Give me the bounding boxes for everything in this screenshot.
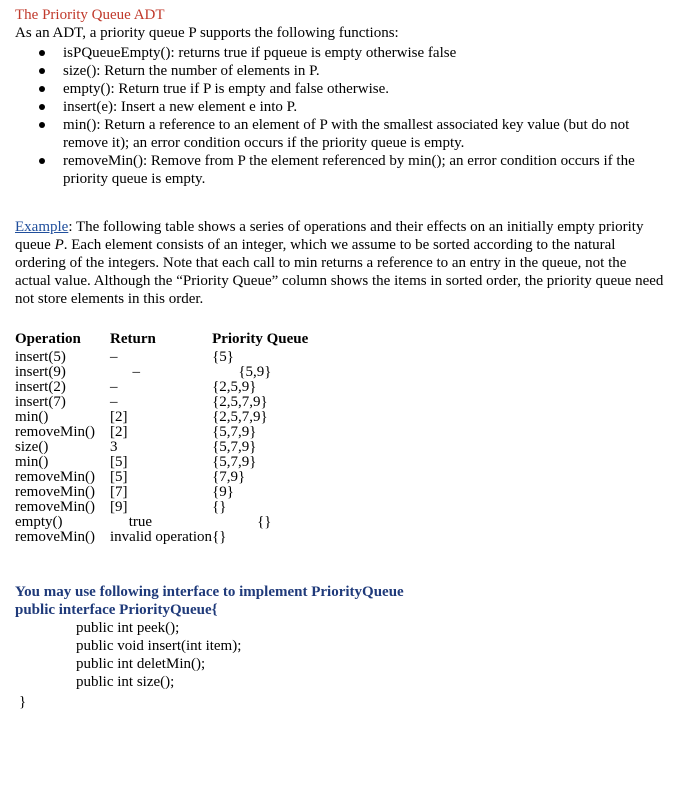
example-paragraph [15,218,665,308]
table-row [15,515,412,530]
table-row [15,380,412,395]
table-body [15,350,412,545]
table-row [15,440,412,455]
table-header-row [15,332,412,350]
cell-operation: removeMin() [15,529,95,545]
cell-operation: insert(2) [15,379,66,395]
cell-priority-queue: {} [212,499,227,515]
cell-operation: insert(5) [15,349,66,365]
cell-operation: removeMin() [15,424,95,440]
table-row [15,395,412,410]
interface-closing-brace: } [19,694,27,710]
cell-operation: insert(9) [15,364,66,380]
table-row [15,425,412,440]
cell-return: 3 [110,439,118,455]
method-insert: public void insert(int item); [76,638,242,654]
cell-priority-queue: {5,7,9} [212,439,257,455]
example-text-italic: P [54,237,64,253]
intro-text: As an ADT, a priority queue P supports the following functions: [15,25,399,41]
header-priority-queue: Priority Queue [212,331,309,347]
cell-priority-queue: {5,7,9} [212,424,257,440]
table-row [15,410,412,425]
cell-operation: min() [15,409,49,425]
header-operation: Operation [15,331,81,347]
operations-table [15,332,412,545]
table-row [15,500,412,515]
cell-operation: removeMin() [15,499,95,515]
interface-declaration: public interface PriorityQueue{ [15,602,218,618]
cell-priority-queue: {} [212,529,227,545]
cell-return: – [110,394,118,410]
cell-return: – [110,349,118,365]
document-page [15,6,665,711]
header-return: Return [110,331,156,347]
function-item-size: size(): Return the number of elements in P. [15,62,665,80]
cell-return: – [110,379,118,395]
cell-return: [2] [110,424,128,440]
example-text-a: : The following table shows a series of operations and their effects on an initially empty priority queue [15,219,644,253]
cell-return: [5] [110,454,128,470]
table-row [15,470,412,485]
cell-operation: size() [15,439,49,455]
cell-priority-queue: {2,5,9} [212,379,257,395]
cell-return: – [110,364,140,380]
cell-priority-queue: {5,7,9} [212,454,257,470]
cell-return: true [110,514,153,530]
table-row [15,365,412,380]
example-label: Example [15,219,69,235]
function-item-insert: insert(e): Insert a new element e into P. [15,98,665,116]
cell-operation: min() [15,454,49,470]
table-row [15,455,412,470]
example-text-b: . Each element consists of an integer, which we assume to be sorted according to the natural ordering of the integers. Note that each call to min returns a reference to an entry in the queue, not the actual value. Although the “Priority Queue” column shows the items in sorted order, the priority queue need not store elements in this order. [15,237,664,307]
cell-return: invalid operation [110,529,213,545]
cell-priority-queue: {} [212,514,272,530]
interface-heading: You may use following interface to implement PriorityQueue [15,584,404,600]
cell-priority-queue: {2,5,7,9} [212,394,268,410]
function-item-min: min(): Return a reference to an element of P with the smallest associated key value (but do not remove it); an error condition occurs if the priority queue is empty. [15,116,665,152]
function-list [15,44,665,188]
cell-return: [2] [110,409,128,425]
table-row [15,530,412,545]
cell-return: [5] [110,469,128,485]
cell-operation: empty() [15,514,63,530]
cell-return: [9] [110,499,128,515]
page-title: The Priority Queue ADT [15,7,165,23]
cell-return: [7] [110,484,128,500]
cell-priority-queue: {9} [212,484,234,500]
cell-operation: removeMin() [15,484,95,500]
interface-section [15,583,665,711]
interface-methods [15,619,665,691]
function-item-ispqueueempty: isPQueueEmpty(): returns true if pqueue is empty otherwise false [15,44,665,62]
table-row [15,485,412,500]
function-item-empty: empty(): Return true if P is empty and false otherwise. [15,80,665,98]
method-peek: public int peek(); [76,620,180,636]
cell-operation: insert(7) [15,394,66,410]
cell-priority-queue: {7,9} [212,469,246,485]
cell-priority-queue: {5} [212,349,234,365]
function-item-removemin: removeMin(): Remove from P the element referenced by min(); an error condition occurs if the priority queue is empty. [15,152,665,188]
method-deletmin: public int deletMin(); [76,656,206,672]
cell-priority-queue: {2,5,7,9} [212,409,268,425]
cell-priority-queue: {5,9} [212,364,272,380]
method-size: public int size(); [76,674,175,690]
cell-operation: removeMin() [15,469,95,485]
table-row [15,350,412,365]
